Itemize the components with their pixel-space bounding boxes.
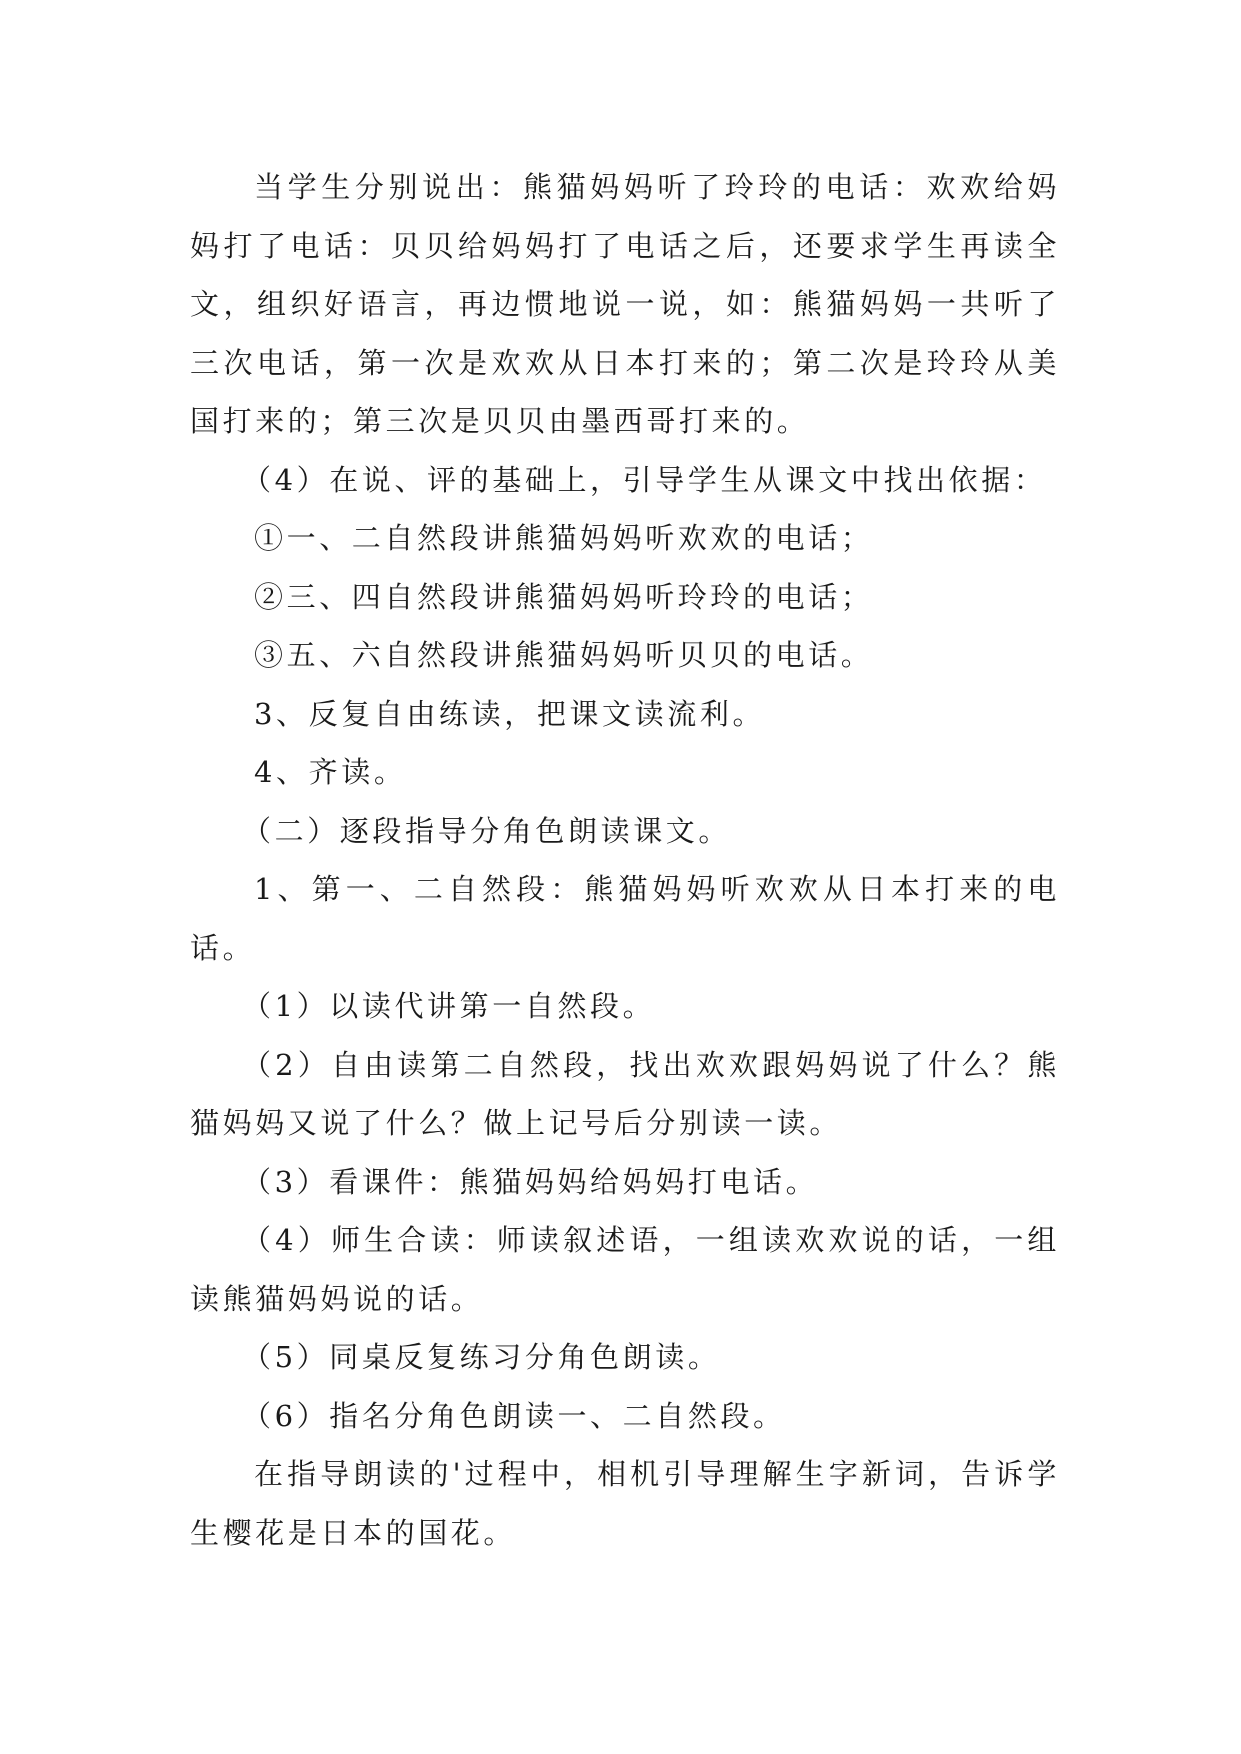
paragraph-point-1: ①一、二自然段讲熊猫妈妈听欢欢的电话； <box>254 521 874 555</box>
paragraph-point-3: ③五、六自然段讲熊猫妈妈听贝贝的电话。 <box>254 638 874 672</box>
paragraph-sub-1: （1）以读代讲第一自然段。 <box>242 989 656 1023</box>
paragraph-section-2-item-1: 1、第一、二自然段：熊猫妈妈听欢欢从日本打来的电话。 <box>190 872 1060 965</box>
paragraph-intro-summary: 当学生分别说出：熊猫妈妈听了玲玲的电话：欢欢给妈妈打了电话：贝贝给妈妈打了电话之后，还要求学生再读全文，组织好语言，再边惯地说一说，如：熊猫妈妈一共听了三次电话，第一次是欢欢从日本打来的；第二次是玲玲从美国打来的；第三次是贝贝由墨西哥打来的。 <box>190 170 1060 438</box>
paragraph-step-4: （4）在说、评的基础上，引导学生从课文中找出依据： <box>242 462 1047 497</box>
paragraph-point-2: ②三、四自然段讲熊猫妈妈听玲玲的电话； <box>254 579 874 614</box>
paragraph-sub-6: （6）指名分角色朗读一、二自然段。 <box>242 1398 786 1433</box>
paragraph-sub-3: （3）看课件：熊猫妈妈给妈妈打电话。 <box>242 1164 819 1199</box>
paragraph-item-3: 3、反复自由练读，把课文读流利。 <box>254 696 766 731</box>
paragraph-item-4: 4、齐读。 <box>254 755 407 789</box>
paragraph-sub-2: （2）自由读第二自然段，找出欢欢跟妈妈说了什么？熊猫妈妈又说了什么？做上记号后分别读一读。 <box>190 1047 1060 1140</box>
paragraph-closing-note: 在指导朗读的'过程中，相机引导理解生字新词，告诉学生樱花是日本的国花。 <box>190 1457 1060 1550</box>
paragraph-sub-4: （4）师生合读：师读叙述语，一组读欢欢说的话，一组读熊猫妈妈说的话。 <box>190 1223 1060 1316</box>
section-heading-2: （二）逐段指导分角色朗读课文。 <box>242 813 732 848</box>
paragraph-sub-5: （5）同桌反复练习分角色朗读。 <box>242 1340 721 1374</box>
document-body <box>190 158 1060 1562</box>
